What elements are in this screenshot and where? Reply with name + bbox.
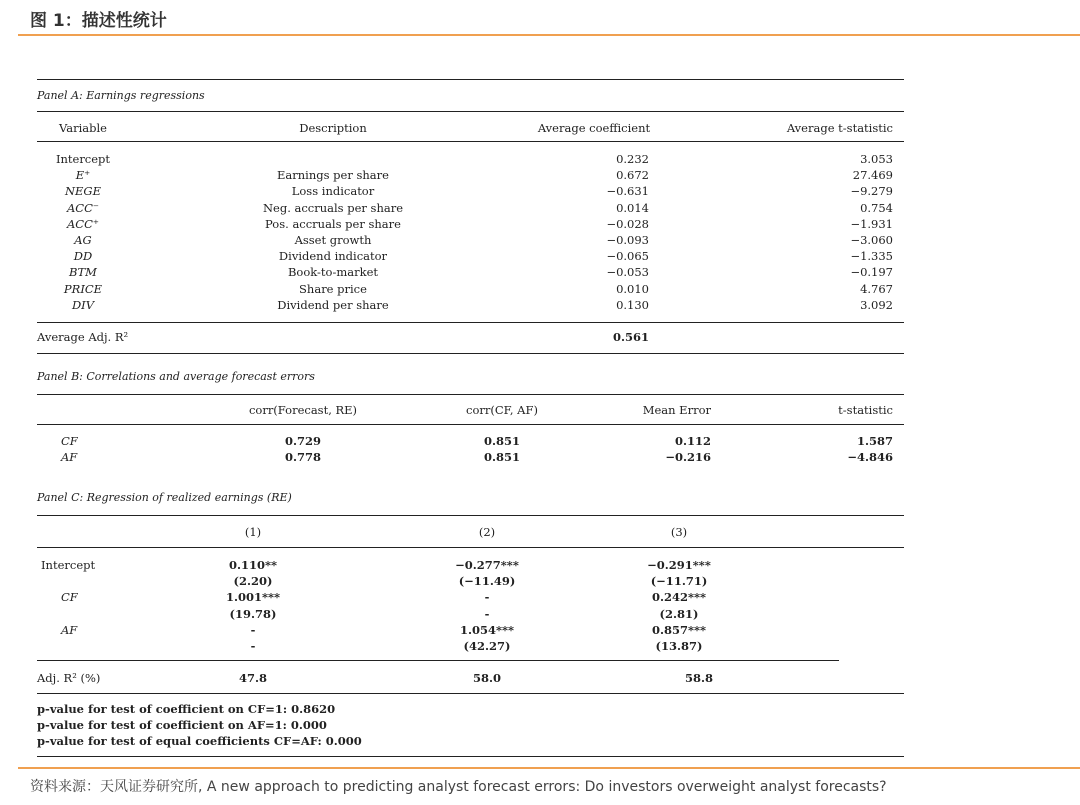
table-cell: 47.8 xyxy=(238,671,267,685)
figure-title: 图 1：描述性统计 xyxy=(30,11,167,31)
table-cell: −3.060 xyxy=(850,232,893,247)
table-cell: Loss indicator xyxy=(291,184,375,199)
table-cell: (19.78) xyxy=(229,606,277,621)
table-cell: DD xyxy=(73,249,93,264)
table-cell: −0.216 xyxy=(665,450,711,464)
panel-a-descriptions xyxy=(233,151,433,313)
table-cell: (−11.49) xyxy=(458,574,516,589)
table-cell: DIV xyxy=(71,297,95,312)
note-line: p-value for test of equal coefficients CF=AF: 0.000 xyxy=(37,734,362,748)
table-cell: Intercept xyxy=(55,152,111,166)
table-cell: NEGE xyxy=(64,184,102,199)
table-cell: - xyxy=(250,622,256,637)
panel-b-title: Panel B: Correlations and average forecast errors xyxy=(37,370,315,383)
panel-a-header-rule xyxy=(37,141,904,142)
panel-b-rule xyxy=(37,394,904,395)
table-cell: (2.20) xyxy=(233,574,273,589)
panel-c-rule xyxy=(37,515,904,516)
table-cell: PRICE xyxy=(63,281,103,296)
panel-b-row-label: AF xyxy=(61,450,78,464)
table-cell: 0.729 xyxy=(284,434,321,448)
panel-a-bottom-rule xyxy=(37,353,904,354)
table-cell: 0.010 xyxy=(616,281,649,296)
col-header-1: (1) xyxy=(244,525,262,539)
table-cell: 0.112 xyxy=(674,434,711,448)
table-cell: (42.27) xyxy=(463,638,511,653)
panel-b-row-label: CF xyxy=(61,434,78,448)
table-cell: (2.81) xyxy=(659,606,699,621)
table-cell: −4.846 xyxy=(847,450,893,464)
table-cell: 0.232 xyxy=(616,152,649,166)
table-cell: 0.851 xyxy=(483,450,520,464)
table-cell: E⁺ xyxy=(75,168,91,183)
table-cell: AG xyxy=(74,232,92,247)
note-line: p-value for test of coefficient on AF=1: 0.000 xyxy=(37,718,327,732)
col-header-2: (2) xyxy=(478,525,496,539)
table-cell: Dividend indicator xyxy=(278,249,388,264)
table-cell: 0.857*** xyxy=(651,622,707,637)
table-cell: Neg. accruals per share xyxy=(262,200,404,215)
panel-a-title: Panel A: Earnings regressions xyxy=(37,89,205,102)
panel-c-column-2 xyxy=(437,557,537,654)
panel-a-coefficients xyxy=(557,151,649,313)
table-cell: (−11.71) xyxy=(650,574,708,589)
panel-c-notes-rule xyxy=(37,693,904,694)
table-cell: 58.8 xyxy=(684,671,713,685)
panel-a-tstats xyxy=(807,151,893,313)
table-cell: −0.028 xyxy=(606,216,649,231)
table-cell: Asset growth xyxy=(294,232,372,247)
table-cell: BTM xyxy=(69,265,97,280)
statistics-table xyxy=(37,79,904,759)
table-cell: Share price xyxy=(299,281,367,296)
table-cell: - xyxy=(250,638,256,653)
table-cell: −0.291*** xyxy=(647,558,711,572)
col-header-mean-error: Mean Error xyxy=(642,403,711,417)
panel-c-header-rule xyxy=(37,547,904,548)
table-cell: (13.87) xyxy=(655,638,703,653)
avg-adj-r2-label: Average Adj. R² xyxy=(37,330,129,344)
table-cell: 1.587 xyxy=(856,434,893,448)
table-cell: −0.053 xyxy=(606,265,649,280)
header-divider xyxy=(18,34,1080,36)
table-cell: Book-to-market xyxy=(287,265,379,280)
panel-c-row-label: AF xyxy=(61,623,78,637)
panel-c-title: Panel C: Regression of realized earnings (RE) xyxy=(37,491,292,504)
footer-divider xyxy=(18,767,1080,769)
table-cell: Pos. accruals per share xyxy=(265,216,401,231)
col-header-3: (3) xyxy=(670,525,688,539)
table-cell: - xyxy=(484,590,490,605)
panel-c-row-label: CF xyxy=(61,590,78,604)
table-cell: Dividend per share xyxy=(277,297,389,312)
table-cell: 0.778 xyxy=(284,450,321,464)
table-cell: ACC⁻ xyxy=(67,200,99,215)
table-cell: 1.001*** xyxy=(225,590,281,605)
table-cell: Earnings per share xyxy=(277,168,389,183)
panel-b-header-rule xyxy=(37,424,904,425)
table-cell: - xyxy=(484,606,490,621)
table-cell: 0.754 xyxy=(860,200,893,215)
table-cell: 4.767 xyxy=(860,281,893,296)
table-cell: 0.110** xyxy=(228,558,278,572)
avg-adj-r2-value: 0.561 xyxy=(612,330,649,344)
col-header-description: Description xyxy=(299,121,367,135)
table-cell: −0.631 xyxy=(606,184,649,199)
table-cell: −1.931 xyxy=(850,216,893,231)
source-note: 资料来源：天风证券研究所, A new approach to predicting analyst forecast errors: Do investors overweight analyst forecasts? xyxy=(30,779,887,795)
table-cell: 0.242*** xyxy=(651,590,707,605)
panel-a-body-rule xyxy=(37,322,904,323)
table-cell: −0.065 xyxy=(606,249,649,264)
panel-c-column-3 xyxy=(629,557,729,654)
table-cell: ACC⁺ xyxy=(67,216,99,231)
table-cell: −0.277*** xyxy=(455,558,519,572)
table-bottom-rule xyxy=(37,756,904,757)
panel-a-variables xyxy=(55,151,111,313)
table-cell: 0.014 xyxy=(616,200,649,215)
table-cell xyxy=(233,151,433,167)
table-cell: 0.130 xyxy=(616,297,649,312)
col-header-variable: Variable xyxy=(59,121,107,135)
col-header-t-statistic: t-statistic xyxy=(838,403,893,417)
table-cell: −0.197 xyxy=(850,265,893,280)
panel-a-rule xyxy=(37,111,904,112)
table-top-rule xyxy=(37,79,904,80)
col-header-corr-cf-af: corr(CF, AF) xyxy=(466,403,538,417)
table-cell: 1.054*** xyxy=(459,622,515,637)
table-cell: 58.0 xyxy=(472,671,501,685)
panel-c-row-label: Intercept xyxy=(41,558,96,572)
table-cell: −0.093 xyxy=(606,232,649,247)
col-header-avg-coef: Average coefficient xyxy=(537,121,651,135)
table-cell: 0.672 xyxy=(616,168,649,183)
table-cell: 0.851 xyxy=(483,434,520,448)
table-cell: 3.053 xyxy=(860,152,893,166)
panel-c-column-1 xyxy=(213,557,293,654)
adj-r2-label: Adj. R² (%) xyxy=(37,671,101,685)
col-header-corr-forecast: corr(Forecast, RE) xyxy=(248,403,358,417)
note-line: p-value for test of coefficient on CF=1: 0.8620 xyxy=(37,702,336,716)
table-cell: 3.092 xyxy=(860,297,893,312)
panel-c-body-rule xyxy=(37,660,839,661)
col-header-avg-tstat: Average t-statistic xyxy=(786,121,893,135)
table-cell: 27.469 xyxy=(852,168,893,183)
table-cell: −9.279 xyxy=(850,184,893,199)
table-cell: −1.335 xyxy=(850,249,893,264)
